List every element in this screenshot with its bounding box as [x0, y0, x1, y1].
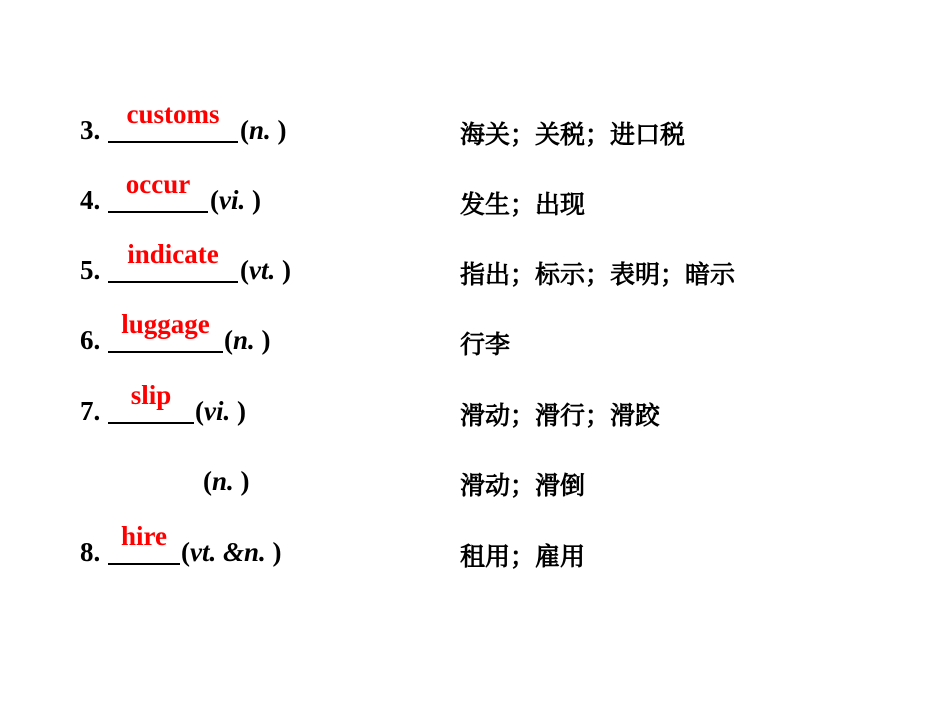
item-number: 6. [80, 325, 101, 355]
chinese-meaning: 海关；关税；进口税 [460, 120, 686, 149]
part-of-speech: (vt. ) [240, 255, 291, 285]
item-number: 4. [80, 185, 101, 215]
item-number: 5. [80, 255, 101, 285]
answer-word: hire [121, 521, 167, 551]
part-of-speech: (vi. ) [195, 396, 246, 426]
answer-word: indicate [127, 239, 219, 269]
answer-blank [108, 309, 223, 353]
chinese-meaning: 滑动；滑行；滑跤 [460, 401, 661, 430]
chinese-meaning: 滑动；滑倒 [460, 471, 586, 500]
item-number: 3. [80, 115, 101, 145]
answer-blank [108, 169, 208, 213]
answer-word: customs [126, 99, 220, 129]
part-of-speech: (vt. &n. ) [181, 537, 282, 567]
chinese-meaning: 发生；出现 [460, 190, 586, 219]
answer-blank [108, 239, 238, 283]
answer-word: occur [125, 169, 191, 199]
answer-blank [108, 521, 180, 565]
part-of-speech: (n. ) [203, 466, 250, 496]
item-number: 8. [80, 537, 101, 567]
item-number: 7. [80, 396, 101, 426]
vocab-row [0, 239, 950, 305]
vocab-row [0, 309, 950, 375]
part-of-speech: (vi. ) [210, 185, 261, 215]
chinese-meaning: 指出；标示；表明；暗示 [460, 260, 736, 289]
vocab-row [0, 521, 950, 587]
answer-blank [108, 99, 238, 143]
vocab-row [0, 99, 950, 165]
vocab-row [0, 380, 950, 446]
answer-blank [108, 380, 194, 424]
answer-word: luggage [121, 309, 210, 339]
vocab-row [0, 169, 950, 235]
vocab-row [0, 466, 950, 516]
chinese-meaning: 行李 [460, 330, 511, 359]
part-of-speech: (n. ) [240, 115, 287, 145]
part-of-speech: (n. ) [224, 325, 271, 355]
chinese-meaning: 租用；雇用 [460, 542, 586, 571]
answer-word: slip [130, 380, 172, 410]
